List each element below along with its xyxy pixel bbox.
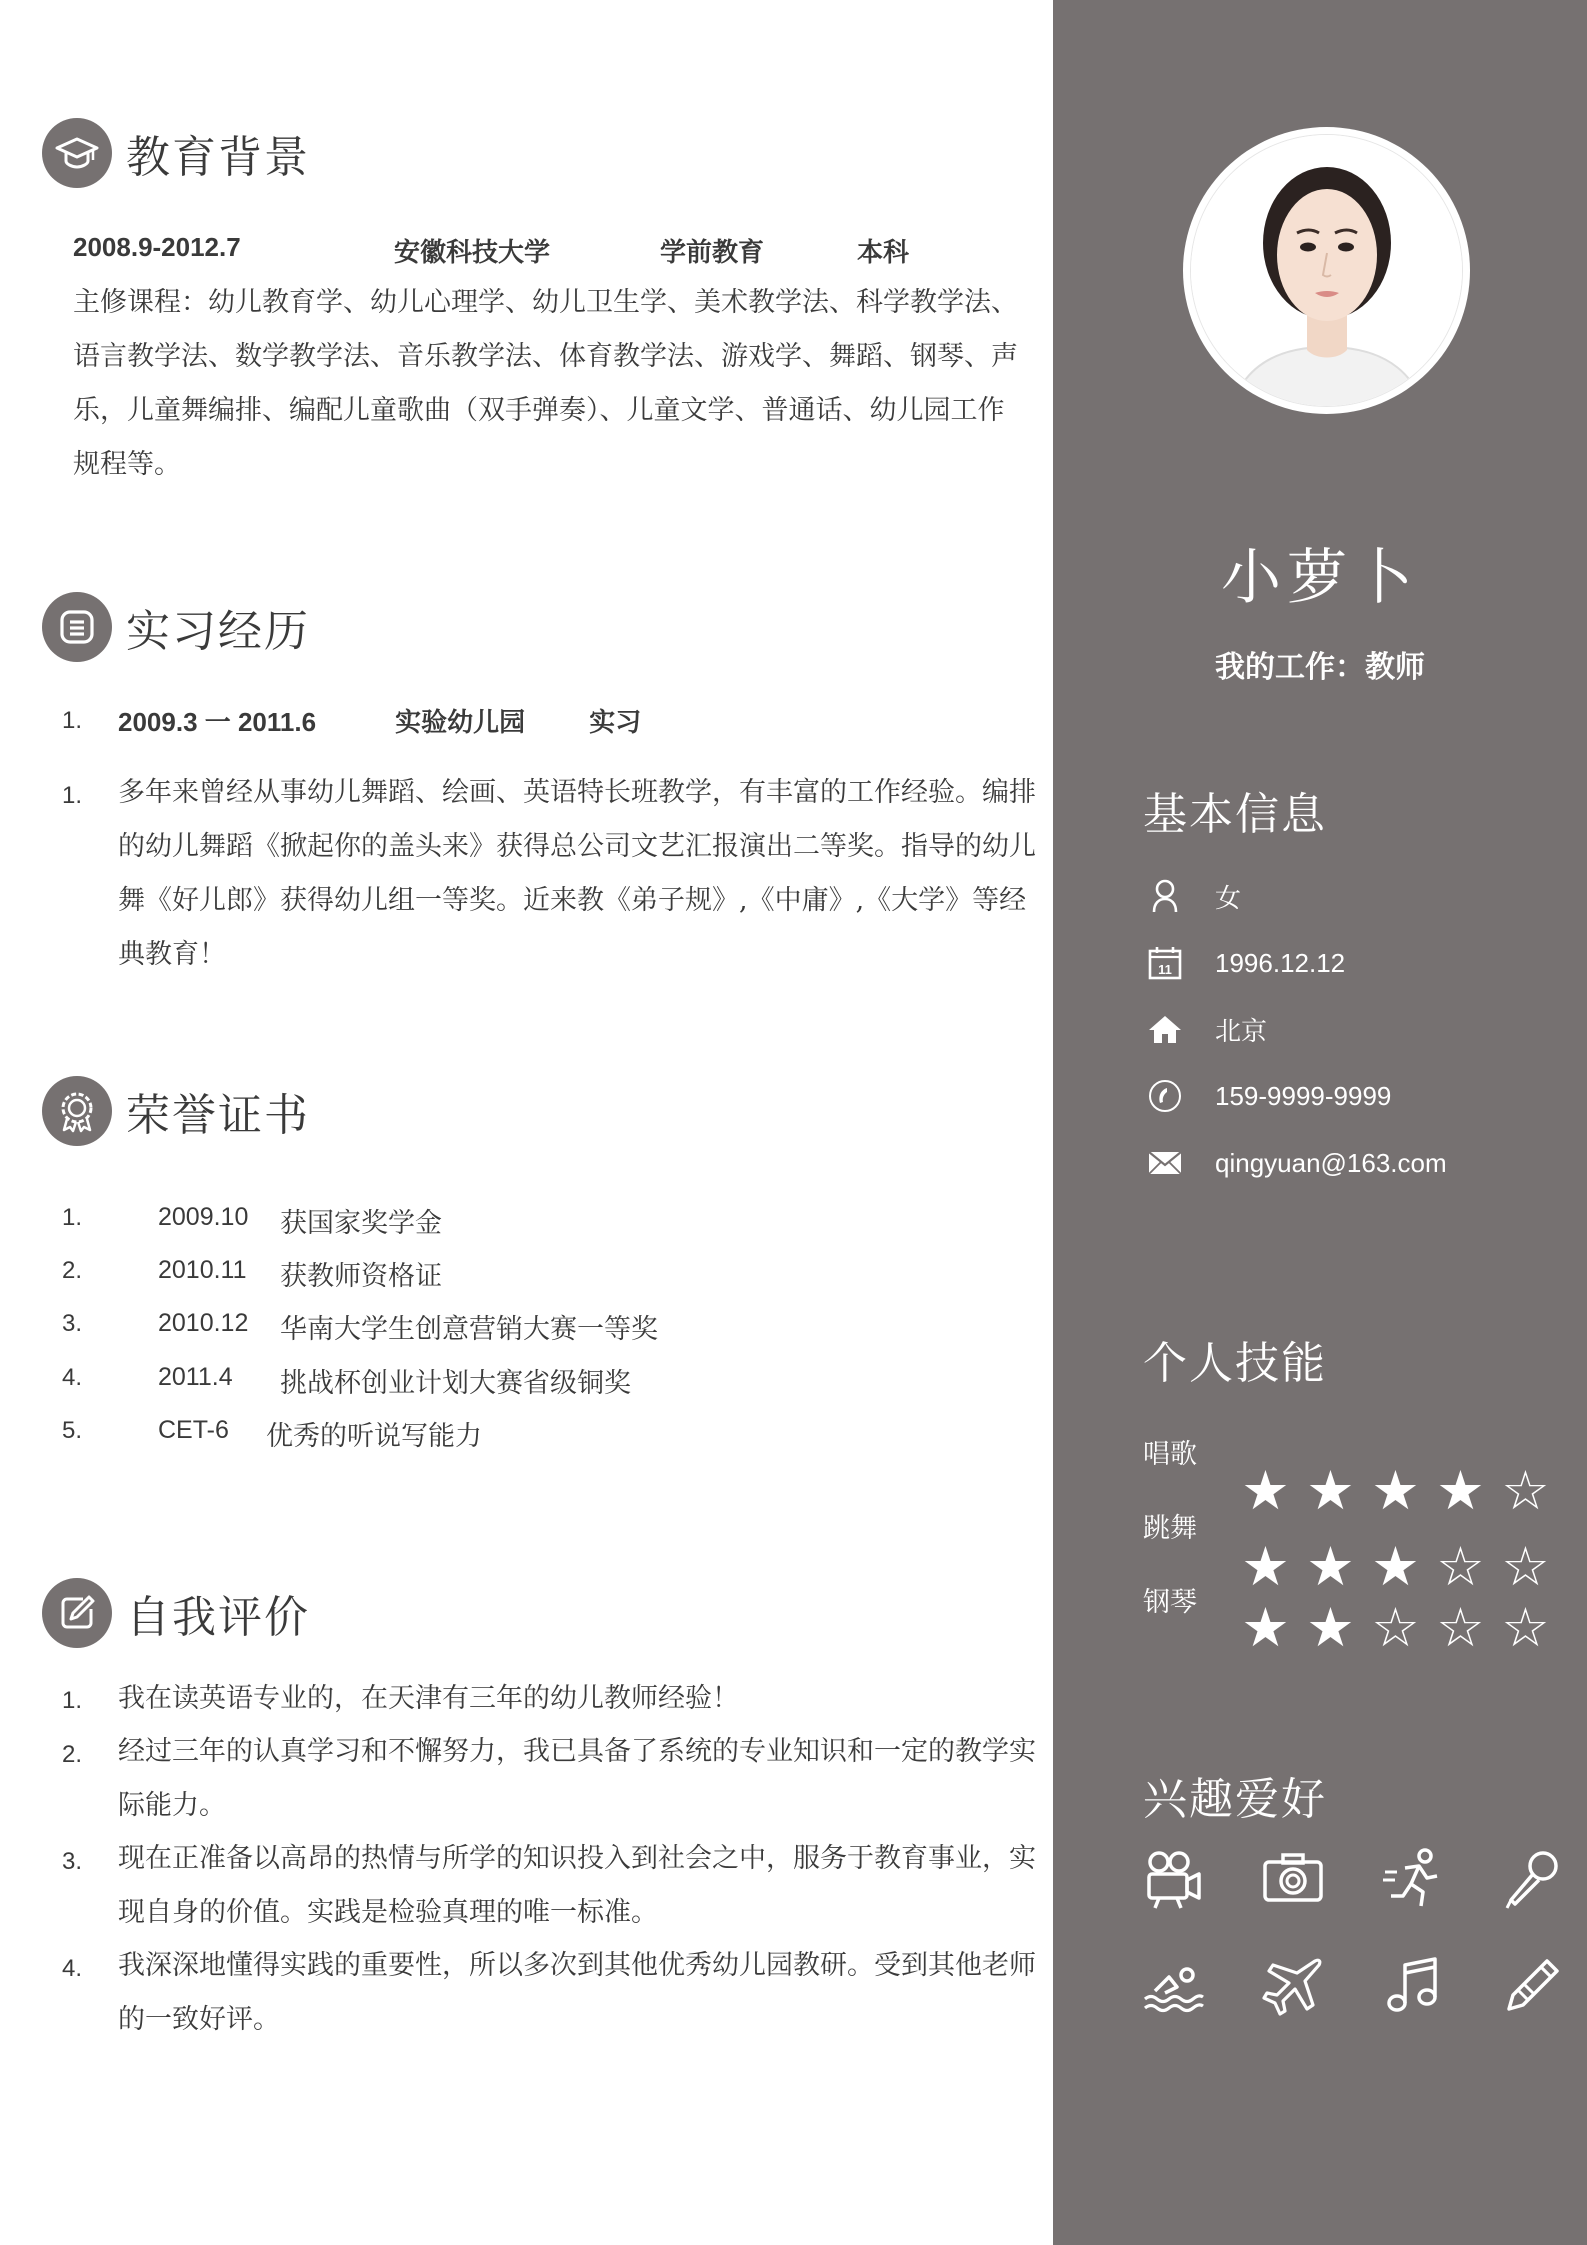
self-eval-item: 我在读英语专业的，在天津有三年的幼儿教师经验！ [118, 1683, 739, 1714]
skill-name: 钢琴 [1143, 1587, 1197, 1618]
home-icon [1145, 1009, 1185, 1049]
honor-date: 2011.4 [158, 1363, 233, 1391]
phone-value: 159-9999-9999 [1215, 1080, 1392, 1111]
honor-text: 获国家奖学金 [280, 1208, 442, 1239]
info-email [1145, 1143, 1447, 1183]
running-icon [1373, 1838, 1453, 1918]
honor-text: 华南大学生创意营销大赛一等奖 [280, 1314, 658, 1345]
self-eval-item: 我深深地懂得实践的重要性，所以多次到其他优秀幼儿园教研。受到其他老师的一致好评。 [118, 1950, 1036, 2035]
star-empty-icon: ☆ [1436, 1596, 1485, 1659]
basic-info-title: 基本信息 [1143, 789, 1327, 840]
internship-description: 多年来曾经从事幼儿舞蹈、绘画、英语特长班教学，有丰富的工作经验。编排的幼儿舞蹈《掀起你的盖头来》获得总公司文艺汇报演出二等奖。指导的幼儿舞《好儿郎》获得幼儿组一等奖。近来教《弟子规》,《中庸》,《大学》等经典教育！ [118, 777, 1036, 970]
microphone-icon [1493, 1838, 1573, 1918]
swimming-icon [1133, 1945, 1213, 2025]
internship-place: 实验幼儿园 [395, 708, 526, 738]
star-filled-icon: ★ [1241, 1459, 1290, 1522]
star-filled-icon: ★ [1436, 1459, 1485, 1522]
info-city [1145, 1009, 1267, 1049]
person-name: 小萝卜 [1221, 543, 1419, 613]
email-value: qingyuan@163.com [1215, 1147, 1447, 1178]
profile-photo [1190, 134, 1463, 407]
self-eval-item: 现在正准备以高昂的热情与所学的知识投入到社会之中，服务于教育事业，实现自身的价值。实践是检验真理的唯一标准。 [118, 1843, 1036, 1928]
honor-text: 获教师资格证 [280, 1261, 442, 1292]
education-major: 学前教育 [660, 238, 765, 268]
calendar-day: 11 [1158, 962, 1172, 977]
star-filled-icon: ★ [1371, 1535, 1420, 1598]
internship-desc-number: 1. [62, 782, 83, 809]
calendar-icon [1145, 943, 1185, 983]
honor-date: CET-6 [158, 1416, 229, 1444]
skill-rating [1233, 1459, 1558, 1522]
star-empty-icon: ☆ [1501, 1459, 1550, 1522]
honors-title: 荣誉证书 [126, 1090, 310, 1141]
star-empty-icon: ☆ [1436, 1535, 1485, 1598]
education-degree: 本科 [857, 238, 910, 268]
music-note-icon [1373, 1945, 1453, 2025]
star-filled-icon: ★ [1241, 1596, 1290, 1659]
edit-note-icon [42, 1578, 112, 1648]
email-icon [1145, 1143, 1185, 1183]
graduation-cap-icon [42, 118, 112, 188]
skills-title: 个人技能 [1143, 1338, 1327, 1389]
education-courses: 主修课程：幼儿教育学、幼儿心理学、幼儿卫生学、美术教学法、科学教学法、语言教学法、数学教学法、音乐教学法、体育教学法、游戏学、舞蹈、钢琴、声乐，儿童舞编排、编配儿童歌曲（双手弹奏）、儿童文学、普通话、幼儿园工作规程等。 [73, 287, 1018, 480]
self-eval-title: 自我评价 [126, 1592, 310, 1643]
phone-icon [1145, 1076, 1185, 1116]
star-empty-icon: ☆ [1371, 1596, 1420, 1659]
info-birthday [1145, 943, 1345, 983]
gender-value: 女 [1215, 883, 1242, 914]
city-value: 北京 [1215, 1016, 1268, 1047]
self-eval-item: 经过三年的认真学习和不懈努力，我已具备了系统的专业知识和一定的教学实际能力。 [118, 1736, 1036, 1821]
skill-name: 跳舞 [1143, 1513, 1197, 1544]
skill-rating [1233, 1596, 1558, 1659]
skill-name: 唱歌 [1143, 1439, 1197, 1470]
document-icon [42, 592, 112, 662]
internship-role: 实习 [589, 708, 642, 738]
camera-icon [1253, 1838, 1333, 1918]
star-filled-icon: ★ [1241, 1535, 1290, 1598]
birthday-value: 1996.12.12 [1215, 947, 1346, 978]
honor-text: 挑战杯创业计划大赛省级铜奖 [280, 1368, 631, 1399]
star-empty-icon: ☆ [1501, 1596, 1550, 1659]
airplane-icon [1253, 1945, 1333, 2025]
user-icon [1145, 876, 1185, 916]
job-title: 我的工作：教师 [1215, 650, 1425, 685]
honor-text: 优秀的听说写能力 [266, 1421, 482, 1452]
education-header [42, 118, 310, 188]
main-column: 教育背景 2008.9-2012.7 安徽科技大学 学前教育 本科 主修课程：幼儿教育学、幼儿心理学、幼儿卫生学、美术教学法、科学教学法、语言教学法、数学教学法、音乐教学法、体育教学法、游戏学、舞蹈、钢琴、声乐，儿童舞编排、编配儿童歌曲（双手弹奏）、儿童文学、普通话、幼儿园工作规程等。 实习经历 1. 2009.3 一 2011.6 实验幼儿园 实习 1. 多年来曾经从事幼儿舞蹈、绘画、英语特长班教学，有丰富的工作经验。编排的幼儿舞蹈《掀起你的盖头来》获得总公司文艺汇报演出二等奖。指导的幼儿舞《好儿郎》获得幼儿组一等奖。近来教《弟子规》,《中庸》,《大学》等经典教育！ 荣誉证书 1. 2009.10 获国家奖学金 2. 2010.11 获教师资格证 3. 2010.12 华南大学生创意营销大赛一等奖 4. 2011.4 挑战杯创业计划大赛省级铜奖 5. CET-6 优秀的听说写能力 自我评价 1. 我在读英语专业的，在天津有三年的幼儿教师经验！ 2. 经过三年的认真学习和不懈努力，我已具备了系统的专业知识和一定的教学实际能力。 3. 现在正准备以高昂的热情与所学的知识投入到社会之中，服务于教育事业，实现自身的价值。实践是检验真理的唯一标准。 4. 我深深地懂得实践的重要性，所以多次到其他优秀幼儿园教研。受到其他老师的一致好评。 [0, 0, 1053, 2245]
movie-camera-icon [1133, 1838, 1213, 1918]
honor-date: 2010.12 [158, 1309, 249, 1337]
avatar [1183, 127, 1470, 414]
education-title: 教育背景 [126, 132, 310, 183]
internship-header [42, 592, 310, 662]
pencil-icon [1493, 1945, 1573, 2025]
education-period: 2008.9-2012.7 [73, 232, 241, 262]
star-filled-icon: ★ [1306, 1535, 1355, 1598]
internship-title: 实习经历 [126, 606, 310, 657]
internship-period: 2009.3 一 2011.6 [118, 707, 317, 737]
star-filled-icon: ★ [1306, 1459, 1355, 1522]
education-school: 安徽科技大学 [394, 238, 551, 268]
info-phone [1145, 1076, 1391, 1116]
award-medal-icon [42, 1076, 112, 1146]
self-eval-header [42, 1578, 310, 1648]
internship-summary [118, 702, 641, 739]
skill-rating [1233, 1535, 1558, 1598]
hobbies-title: 兴趣爱好 [1143, 1774, 1327, 1825]
sidebar [1053, 0, 1587, 2245]
honor-date: 2010.11 [158, 1256, 247, 1284]
star-filled-icon: ★ [1306, 1596, 1355, 1659]
internship-number: 1. [62, 707, 83, 734]
honors-header [42, 1076, 310, 1146]
info-gender [1145, 876, 1241, 916]
star-empty-icon: ☆ [1501, 1535, 1550, 1598]
star-filled-icon: ★ [1371, 1459, 1420, 1522]
honor-date: 2009.10 [158, 1203, 249, 1231]
